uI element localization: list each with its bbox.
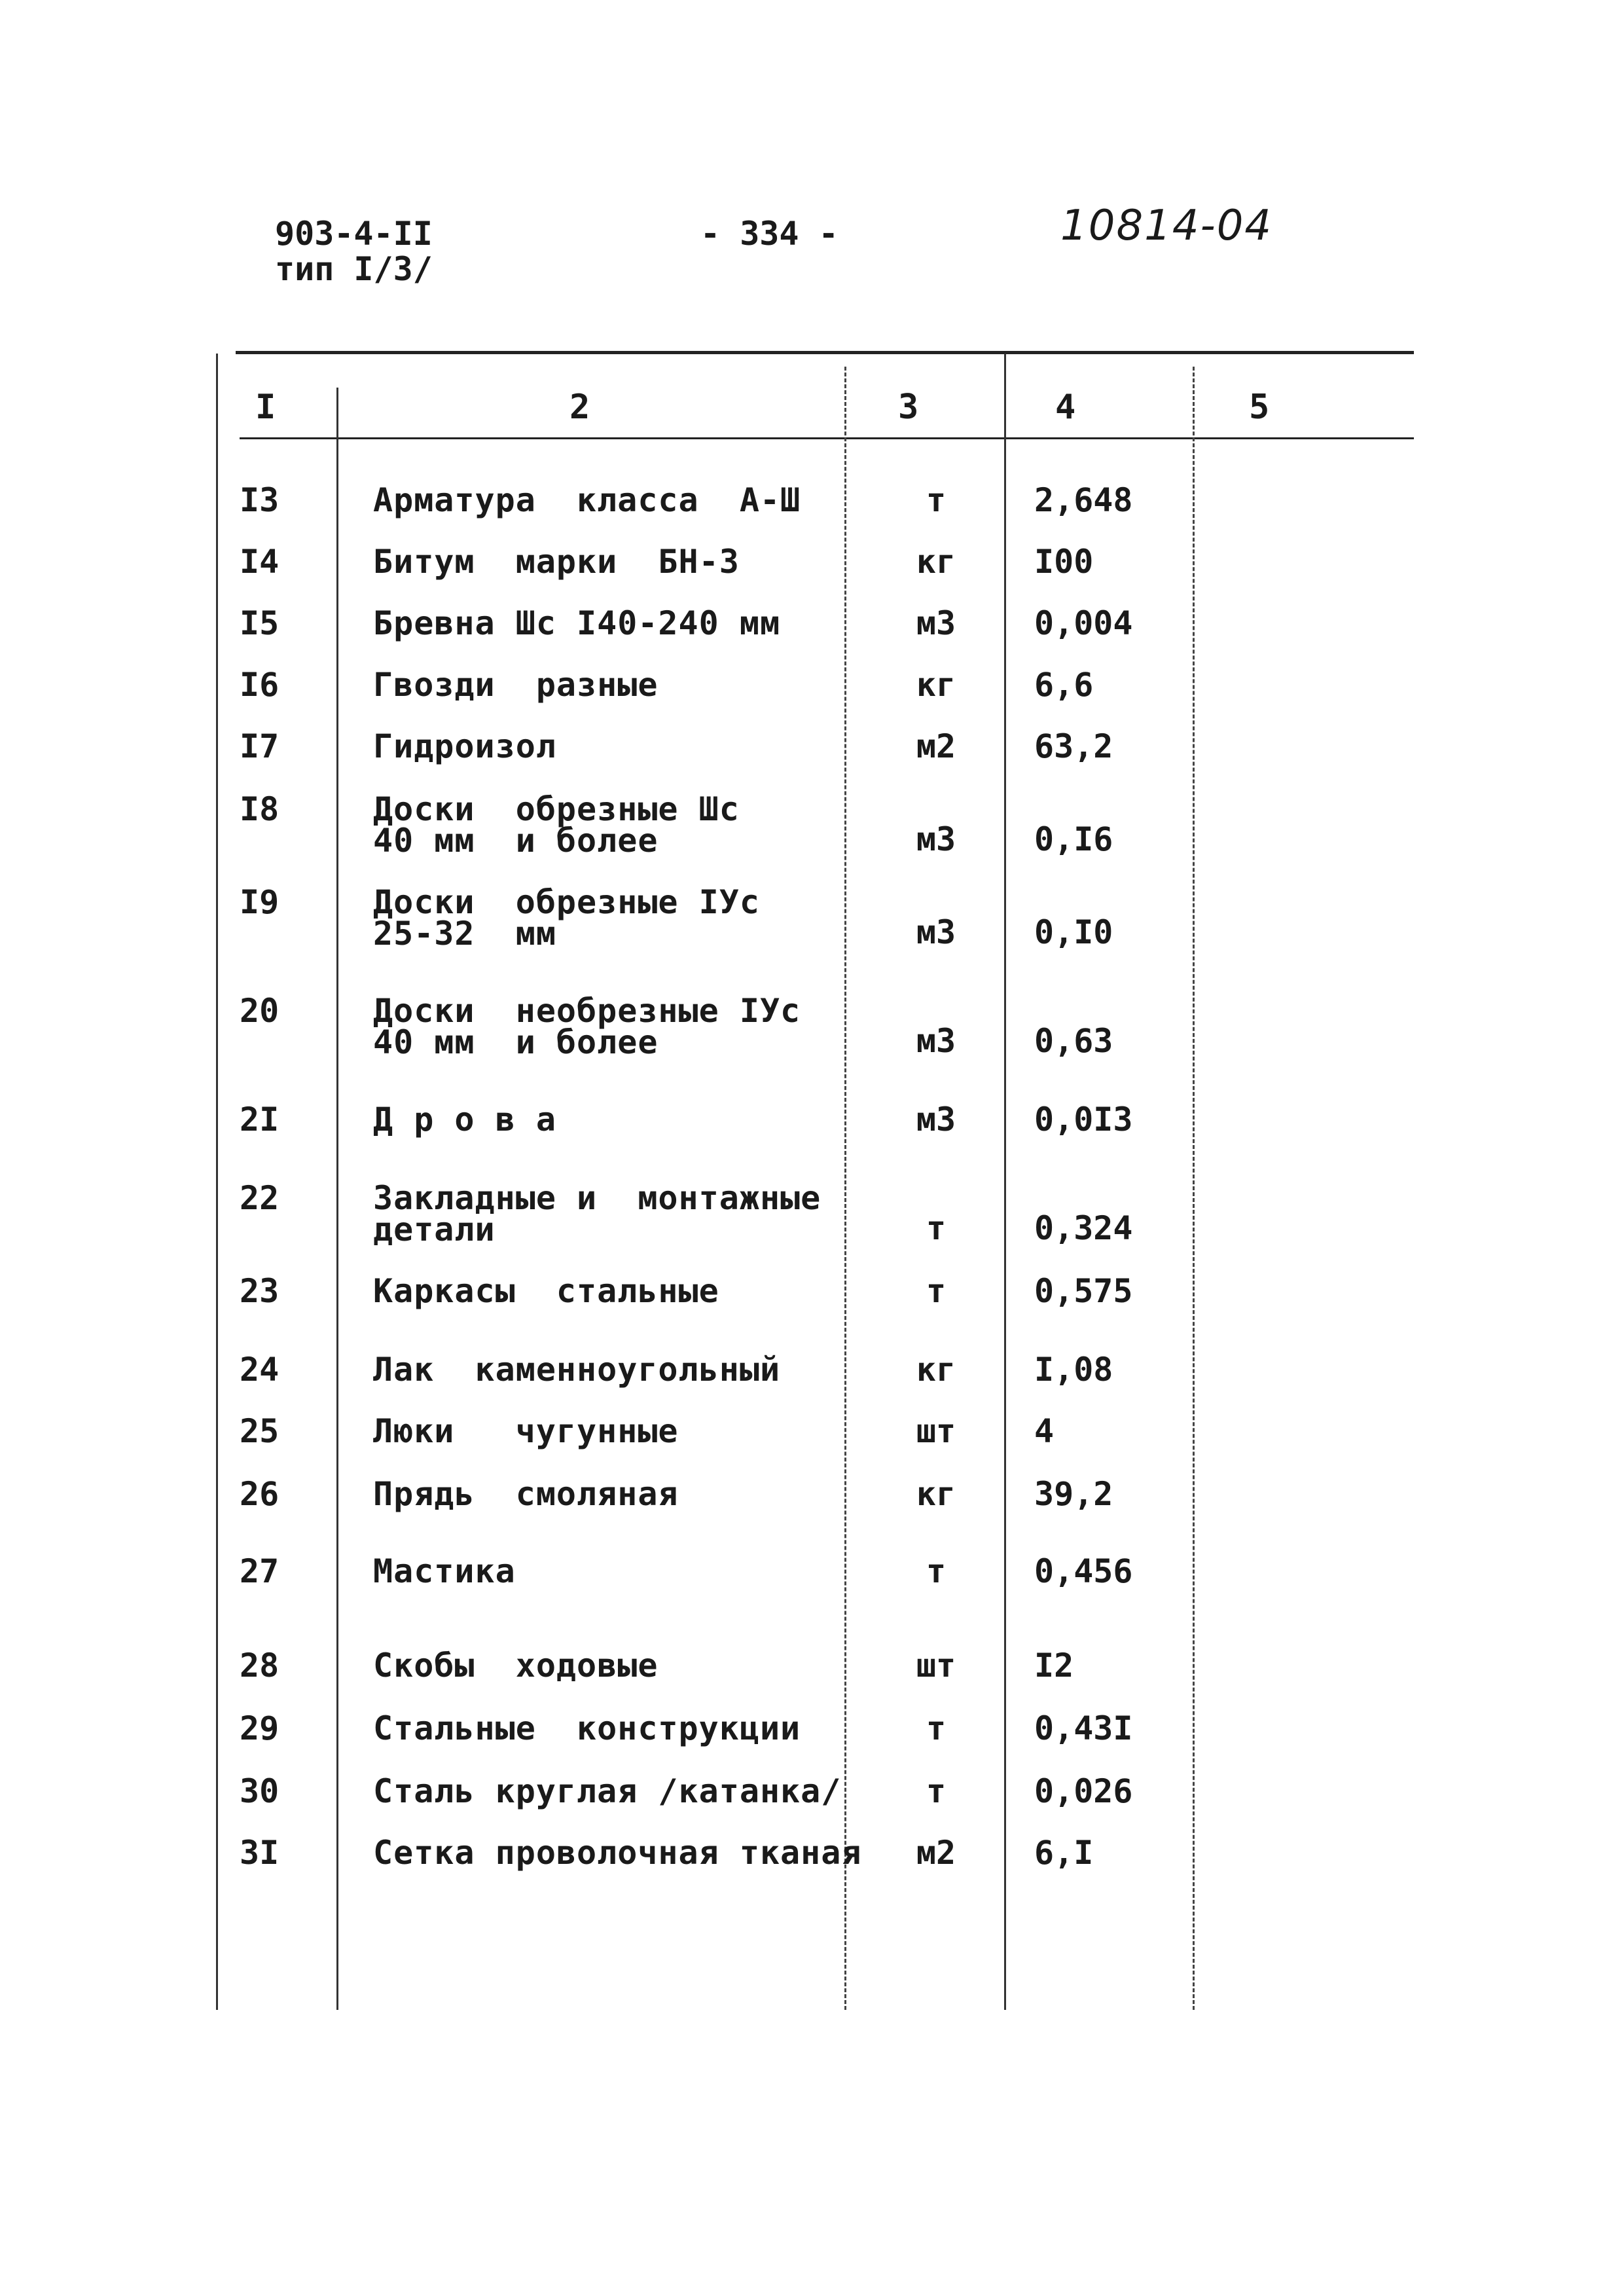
quantity: 0,324 [1034,1209,1133,1247]
unit: т [926,1772,947,1810]
row-number: 25 [240,1412,280,1450]
material-name: Доски обрезные Шс 40 мм и более [373,790,740,860]
row-number: 2I [240,1101,280,1139]
material-name: Арматура класса А-Ш [373,481,801,519]
column-divider-3 [1004,354,1006,2010]
material-name: Бревна Шс I40-240 мм [373,604,781,642]
unit: кг [916,1351,956,1389]
column-number-2: 2 [569,388,590,427]
material-name: Сталь круглая /катанка/ [373,1772,842,1810]
unit: м3 [916,1101,956,1139]
quantity: 39,2 [1034,1475,1113,1513]
row-number: I4 [240,543,280,581]
row-number: I5 [240,604,280,642]
row-number: I7 [240,727,280,765]
quantity: 63,2 [1034,727,1113,765]
quantity: 0,0I3 [1034,1101,1133,1139]
quantity: 0,026 [1034,1772,1133,1810]
unit: т [926,1272,947,1310]
material-name: Гидроизол [373,727,556,765]
row-number: 27 [240,1552,280,1590]
quantity: 0,456 [1034,1552,1133,1590]
material-name: Скобы ходовые [373,1647,659,1685]
handwritten-number: 10814-04 [1060,202,1273,250]
row-number: 22 [240,1179,280,1217]
row-number: 3I [240,1834,280,1872]
row-number: 29 [240,1709,280,1747]
table-header-rule [240,437,1414,439]
material-name: Гвозди разные [373,666,659,704]
row-number: I6 [240,666,280,704]
quantity: 0,I6 [1034,820,1113,858]
unit: м2 [916,1834,956,1872]
unit: т [926,1209,947,1247]
quantity: 0,63 [1034,1022,1113,1060]
unit: м3 [916,1022,956,1060]
unit: кг [916,666,956,704]
row-number: I3 [240,481,280,519]
row-number: I9 [240,883,280,921]
row-number: 24 [240,1351,280,1389]
quantity: 0,43I [1034,1709,1133,1747]
table-top-rule [236,351,1414,354]
document-code [275,216,433,287]
quantity: 4 [1034,1412,1055,1450]
column-number-1: I [255,388,276,427]
unit: т [926,1709,947,1747]
column-number-4: 4 [1055,388,1076,427]
row-number: 20 [240,992,280,1030]
unit: шт [916,1412,956,1450]
quantity: 6,I [1034,1834,1094,1872]
material-name: Битум марки БН-3 [373,543,740,581]
table-left-border [216,354,218,2010]
row-number: 28 [240,1647,280,1685]
material-name: Люки чугунные [373,1412,679,1450]
document-type: тип I/3/ [275,250,433,288]
unit: кг [916,543,956,581]
unit: т [926,1552,947,1590]
material-name: Каркасы стальные [373,1272,719,1310]
material-name: Стальные конструкции [373,1709,801,1747]
row-number: 30 [240,1772,280,1810]
unit: кг [916,1475,956,1513]
column-number-3: 3 [898,388,919,427]
unit: м3 [916,604,956,642]
quantity: I2 [1034,1647,1074,1685]
quantity: 6,6 [1034,666,1094,704]
quantity: 0,I0 [1034,913,1113,951]
row-number: 23 [240,1272,280,1310]
quantity: I00 [1034,543,1094,581]
quantity: 0,575 [1034,1272,1133,1310]
row-number: I8 [240,790,280,828]
column-divider-2 [844,367,846,2010]
material-name: Сетка проволочная тканая [373,1834,862,1872]
unit: т [926,481,947,519]
quantity: 0,004 [1034,604,1133,642]
quantity: I,08 [1034,1351,1113,1389]
material-name: Лак каменноугольный [373,1351,781,1389]
material-name: Мастика [373,1552,516,1590]
material-name: Прядь смоляная [373,1475,679,1513]
unit: м2 [916,727,956,765]
material-name: Доски обрезные IУс 25-32 мм [373,883,760,953]
column-divider-4 [1193,367,1195,2010]
unit: шт [916,1647,956,1685]
material-name: Закладные и монтажные детали [373,1179,821,1248]
document-code-number: 903-4-II [275,215,433,253]
material-name: Д р о в а [373,1101,556,1139]
unit: м3 [916,820,956,858]
row-number: 26 [240,1475,280,1513]
column-number-5: 5 [1249,388,1270,427]
material-name: Доски необрезные IУс 40 мм и более [373,992,801,1061]
page-number: - 334 - [700,215,839,253]
column-divider-1 [336,388,338,2010]
quantity: 2,648 [1034,481,1133,519]
unit: м3 [916,913,956,951]
